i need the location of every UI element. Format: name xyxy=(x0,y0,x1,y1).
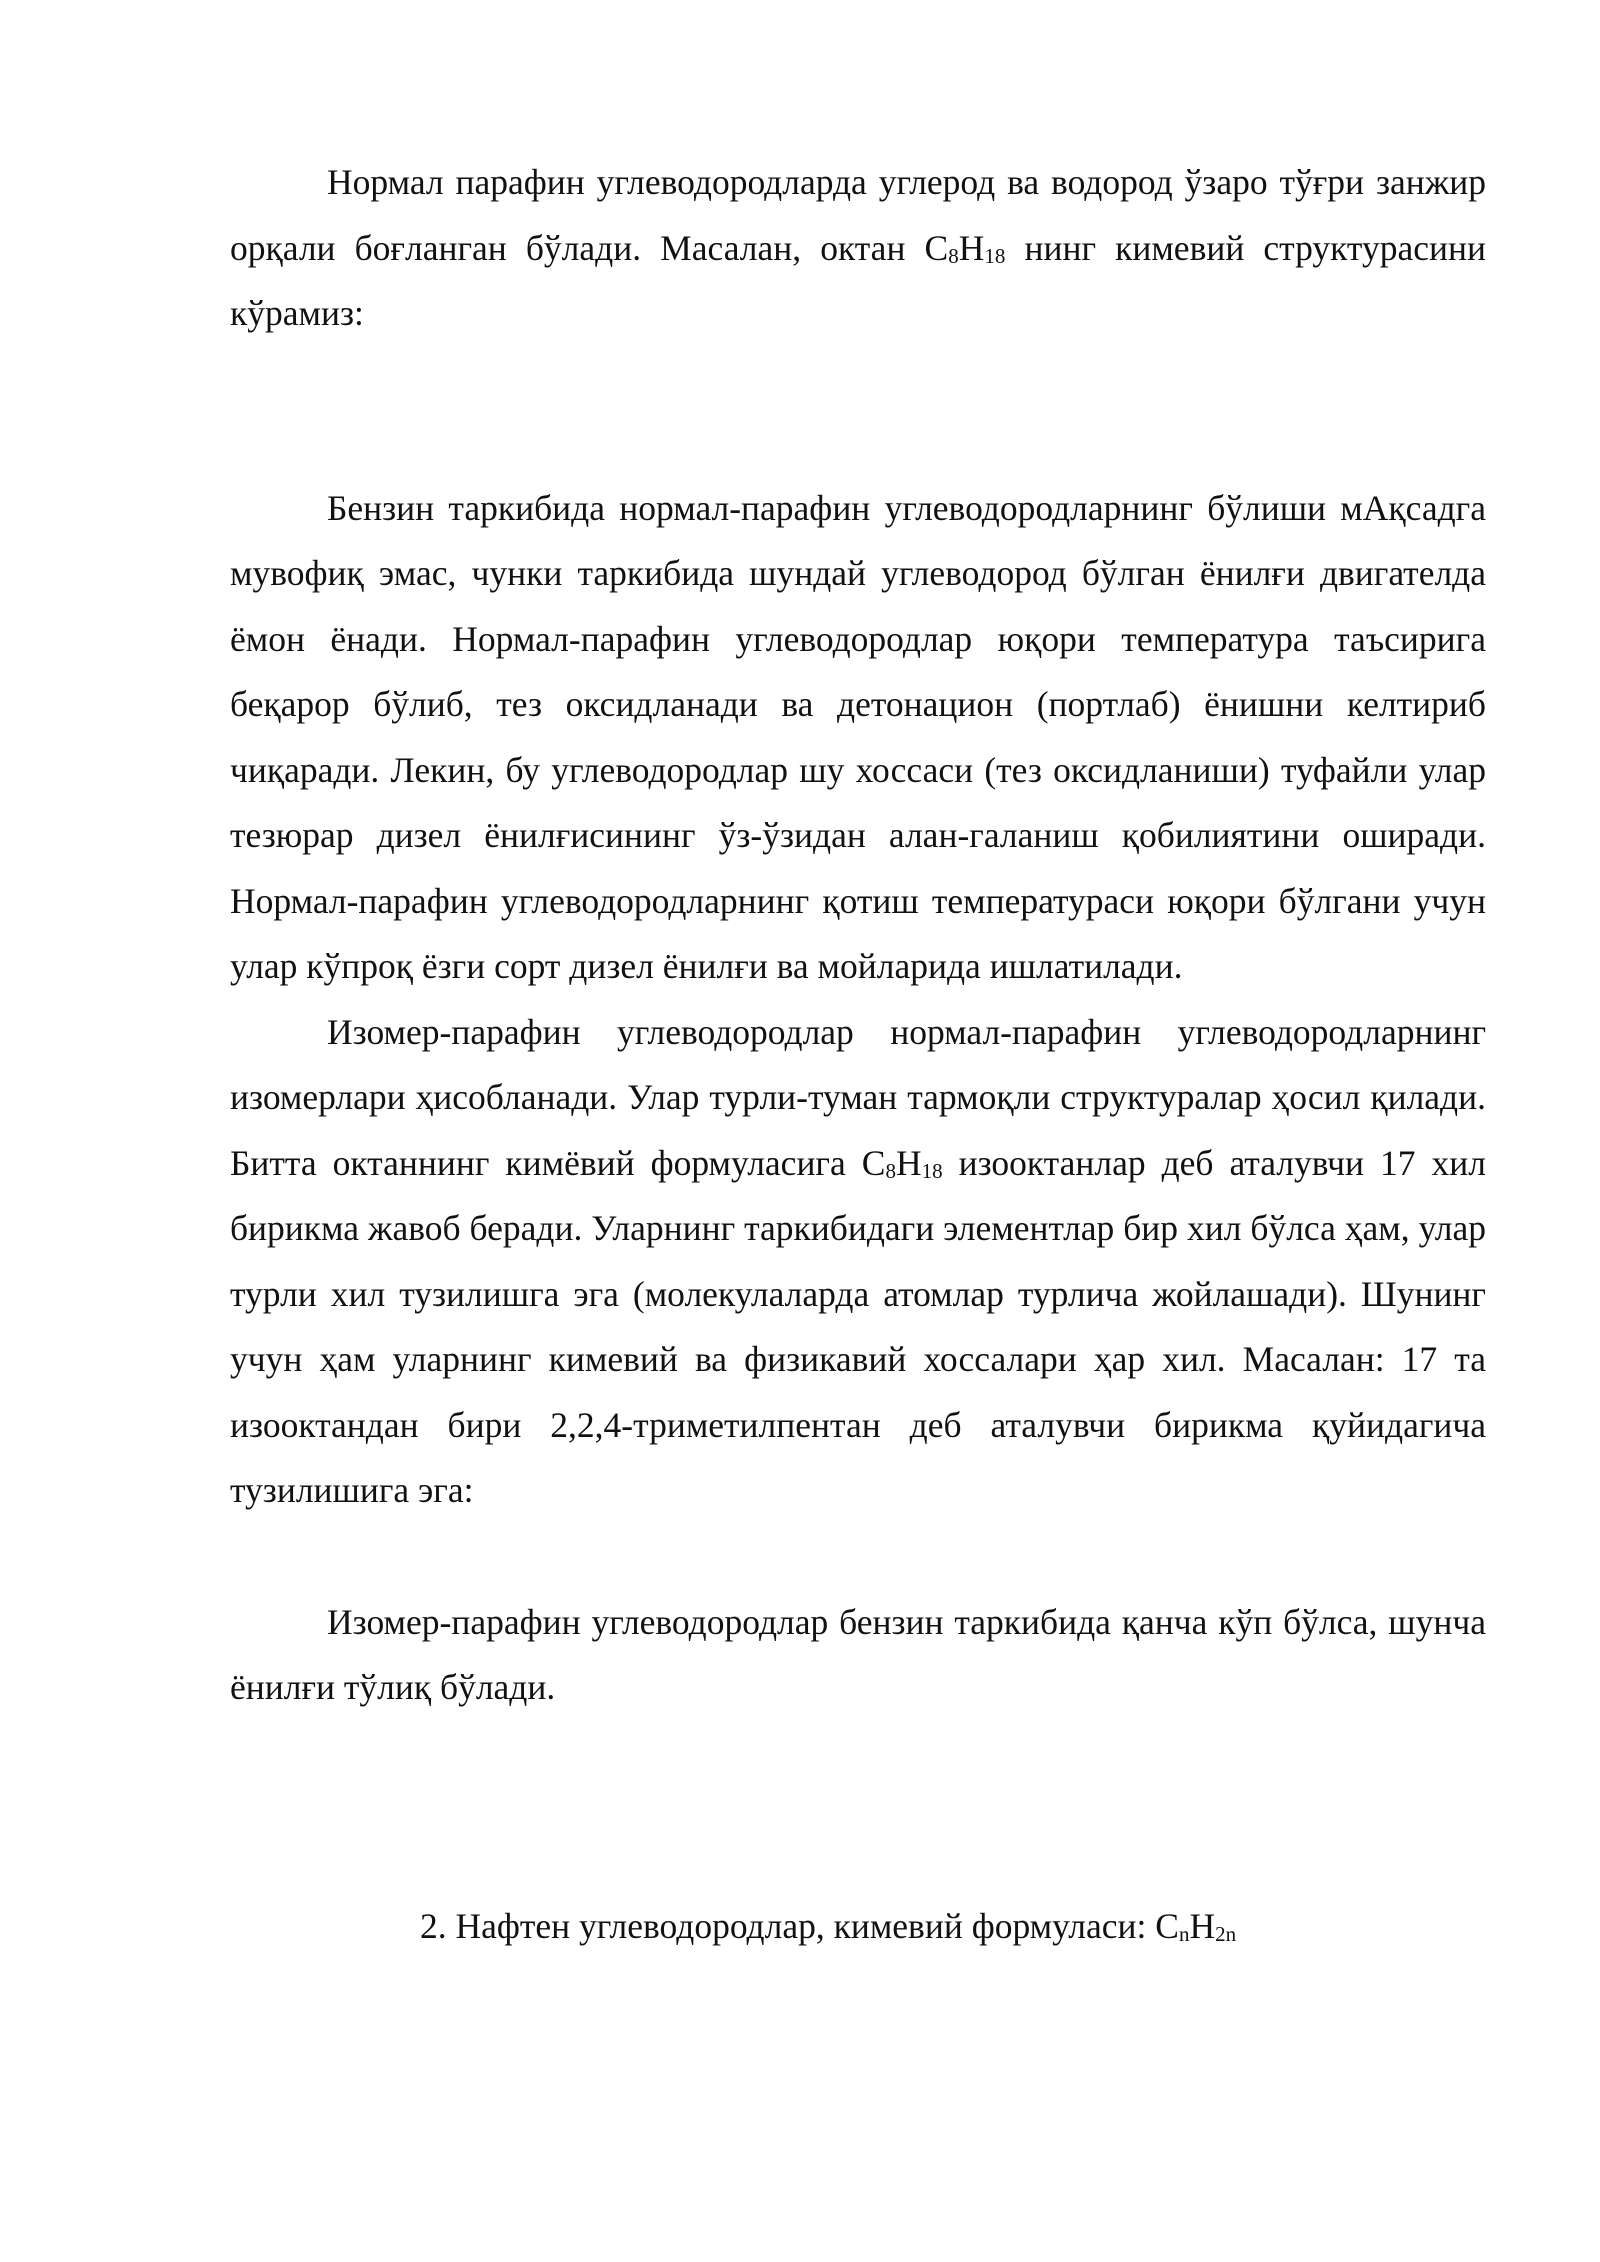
formula-subscript-h: 18 xyxy=(984,243,1006,268)
formula-subscript-2n: 2n xyxy=(1215,1921,1237,1946)
naphthene-formula xyxy=(1155,1906,1236,1946)
paragraph-text: Нормал парафин углеводородларда углерод ва водород ўзаро тўғри занжир орқали боғланган бўлади. Масалан, октан xyxy=(230,162,1486,268)
formula-subscript-c: 8 xyxy=(885,1158,896,1183)
formula-element-h: H xyxy=(1189,1905,1216,1946)
paragraph-isomer-paraffin xyxy=(230,1000,1486,1524)
paragraph-text: Изомер-парафин углеводородлар нормал-парафин углеводородларнинг изомерлари ҳисобланади. Улар турли-туман тармоқли структуралар ҳосил қилади. Битта октаннинг кимёвий формуласига xyxy=(230,1011,1486,1183)
formula-subscript-c: 8 xyxy=(948,243,959,268)
heading-text: 2. Нафтен углеводородлар, кимевий формуласи: xyxy=(420,1905,1156,1946)
formula-subscript-n: n xyxy=(1178,1921,1190,1946)
paragraph-text: изооктанлар деб аталувчи 17 хил бирикма жавоб беради. Уларнинг таркибидаги элементлар бир хил бўлса ҳам, улар турли хил тузилишга эга (молекулаларда атомлар турлича жойлашади). Шунинг учун ҳам уларнинг кимевий ва физикавий хоссалари ҳар хил. Масалан: 17 та изооктандан бири 2,2,4-триметилпентан деб аталувчи бирикма қуйидагича тузилишига эга: xyxy=(230,1142,1486,1510)
section-spacer xyxy=(230,1721,1486,1894)
isooctane-figure-placeholder xyxy=(230,1524,1486,1590)
octane-formula xyxy=(925,228,1006,268)
formula-subscript-h: 18 xyxy=(921,1158,943,1183)
document-page xyxy=(230,150,1486,1959)
paragraph-normal-paraffin xyxy=(230,150,1486,347)
octane-formula xyxy=(862,1143,943,1183)
section-heading-naphthene xyxy=(230,1894,1486,1960)
formula-element-c: C xyxy=(1155,1905,1179,1946)
paragraph-isomer-combustion: Изомер-парафин углеводородлар бензин таркибида қанча кўп бўлса, шунча ёнилғи тўлиқ бўлади. xyxy=(230,1601,1486,1707)
formula-element-c: C xyxy=(924,227,949,268)
formula-element-c: C xyxy=(861,1142,886,1183)
paragraph-text: нинг кимевий структурасини кўрамиз: xyxy=(230,227,1486,333)
structure-figure-placeholder xyxy=(230,347,1486,476)
paragraph-gasoline: Бензин таркибида нормал-парафин углеводородларнинг бўлиши мАқсадга мувофиқ эмас, чунки таркибида шундай углеводород бўлган ёнилғи двигателда ёмон ёнади. Нормал-парафин углеводородлар юқори температура таъсирига беқарор бўлиб, тез оксидланади ва детонацион (портлаб) ёнишни келтириб чиқаради. Лекин, бу углеводородлар шу хоссаси (тез оксидланиши) туфайли улар тезюрар дизел ёнилғисининг ўз-ўзидан алан-галаниш қобилиятини оширади. Нормал-парафин углеводородларнинг қотиш температураси юқори бўлгани учун улар кўпроқ ёзги сорт дизел ёнилғи ва мойларида ишлатилади. xyxy=(230,487,1486,986)
formula-element-h: H xyxy=(895,1142,922,1183)
formula-element-h: H xyxy=(958,227,985,268)
